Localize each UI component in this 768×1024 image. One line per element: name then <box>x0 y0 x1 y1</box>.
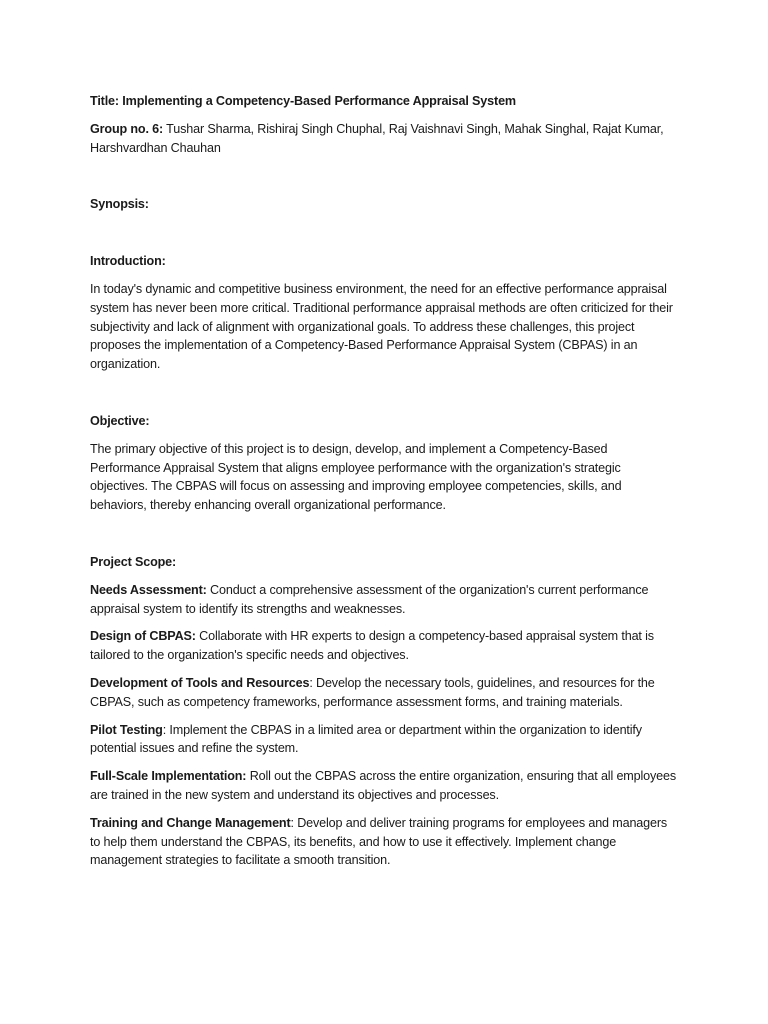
group-members-line <box>90 120 680 158</box>
synopsis-heading: Synopsis: <box>90 197 149 212</box>
scope-item-label: Development of Tools and Resources <box>90 675 310 690</box>
group-label: Group no. 6: <box>90 121 164 136</box>
scope-item-text: Conduct a comprehensive assessment of the organization's current performance appraisal system to identify its strengths and weaknesses. <box>90 582 649 616</box>
spacer <box>90 166 680 195</box>
scope-item-pilot-testing <box>90 721 680 759</box>
scope-item-label: Full-Scale Implementation: <box>90 769 247 784</box>
scope-item-label: Design of CBPAS: <box>90 629 196 644</box>
scope-item-development-of-tools <box>90 674 680 712</box>
document-title: Title: Implementing a Competency-Based Performance Appraisal System <box>90 94 516 108</box>
scope-item-label: Needs Assessment: <box>90 582 207 597</box>
scope-item-training-and-change-management <box>90 814 680 870</box>
spacer <box>90 223 680 252</box>
scope-item-design-of-cbpas <box>90 627 680 665</box>
scope-item-full-scale-implementation <box>90 767 680 805</box>
scope-item-label: Pilot Testing <box>90 722 163 737</box>
scope-item-text: : Develop the necessary tools, guidelines, and resources for the CBPAS, such as competency frameworks, performance assessment forms, and training materials. <box>90 675 655 709</box>
project-scope-heading: Project Scope: <box>90 554 177 569</box>
objective-heading: Objective: <box>90 413 150 428</box>
introduction-text: In today's dynamic and competitive business environment, the need for an effective performance appraisal system has never been more critical. Traditional performance appraisal methods are often criticized for their subjectivity and lack of alignment with organizational goals. To address these challenges, this project proposes the implementation of a Competency-Based Performance Appraisal System (CBPAS) in an organization. <box>90 281 673 372</box>
document-body <box>90 92 680 879</box>
scope-item-text: : Develop and deliver training programs for employees and managers to help them understand the CBPAS, its benefits, and how to use it effectively. Implement change management strategies to facilitate a smooth transition. <box>90 815 668 868</box>
spacer <box>90 383 680 412</box>
scope-item-text: : Implement the CBPAS in a limited area or department within the organization to identify potential issues and refine the system. <box>90 722 642 756</box>
objective-text: The primary objective of this project is to design, develop, and implement a Competency-Based Performance Appraisal System that aligns employee performance with the organization's strategic objectives. The CBPAS will focus on assessing and improving employee competencies, skills, and behaviors, thereby enhancing overall organizational performance. <box>90 441 622 513</box>
scope-item-needs-assessment <box>90 581 680 619</box>
scope-item-text: Collaborate with HR experts to design a competency-based appraisal system that is tailored to the organization's specific needs and objectives. <box>90 629 654 663</box>
introduction-heading: Introduction: <box>90 254 166 269</box>
scope-item-text: Roll out the CBPAS across the entire organization, ensuring that all employees are trained in the new system and understand its objectives and processes. <box>90 769 676 802</box>
group-members: Tushar Sharma, Rishiraj Singh Chuphal, Raj Vaishnavi Singh, Mahak Singhal, Rajat Kumar, Harshvardhan Chauhan <box>90 121 664 155</box>
scope-item-label: Training and Change Management <box>90 815 291 830</box>
spacer <box>90 524 680 553</box>
